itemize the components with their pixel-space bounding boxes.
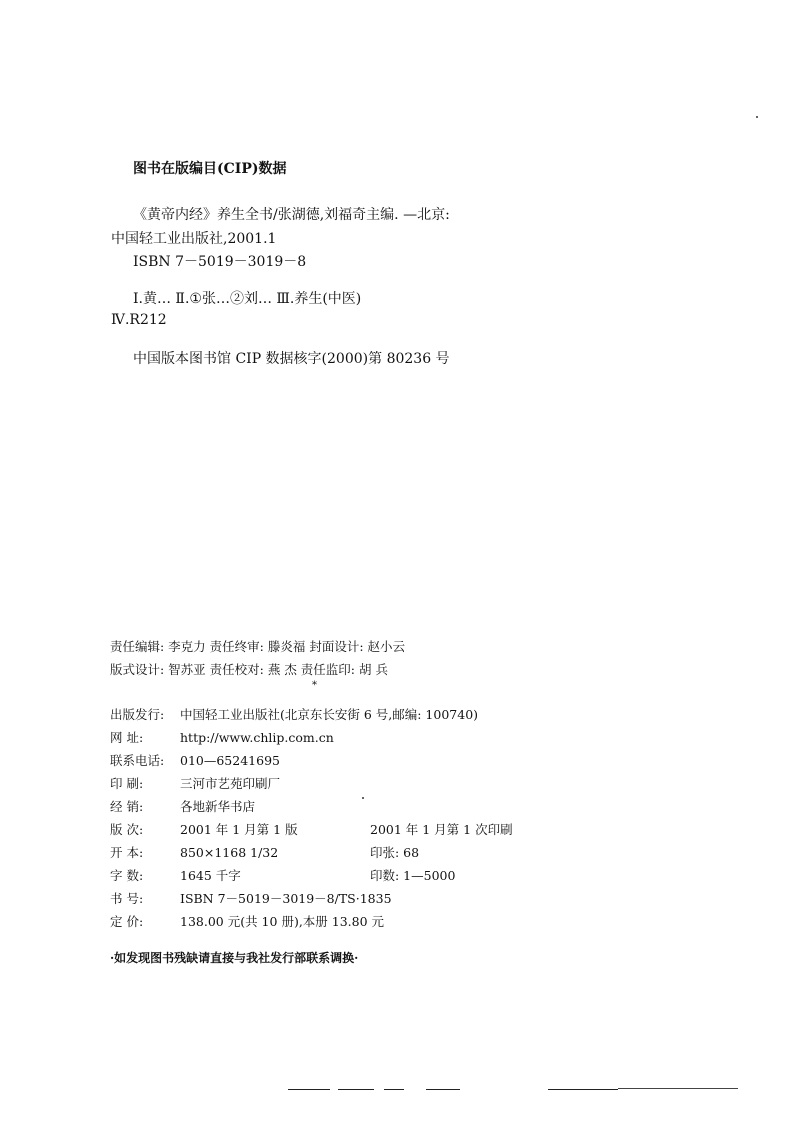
cip-classification: Ⅳ.R212	[111, 312, 167, 328]
cip-line-2: 中国轻工业出版社,2001.1	[111, 231, 277, 247]
detail-row: 版 次: 2001 年 1 月第 1 版	[110, 822, 298, 837]
detail-row: 联系电话: 010—65241695	[110, 753, 280, 768]
detail-row: 书 号: ISBN 7－5019－3019－8/TS·1835	[110, 891, 392, 906]
scan-rule	[288, 1089, 330, 1090]
replacement-notice: ·如发现图书残缺请直接与我社发行部联系调换·	[110, 951, 359, 965]
detail-row: 开 本: 850×1168 1/32	[110, 845, 279, 860]
detail-row-right: 印张: 68	[370, 845, 420, 860]
separator-marker: *	[312, 680, 317, 691]
cip-isbn: ISBN 7－5019－3019－8	[133, 254, 307, 270]
cip-heading: 图书在版编目(CIP)数据	[133, 161, 287, 177]
detail-row: 字 数: 1645 千字	[110, 868, 241, 883]
scan-speck	[362, 797, 364, 799]
staff-line-2: 版式设计: 智苏亚 责任校对: 燕 杰 责任监印: 胡 兵	[110, 662, 388, 677]
cip-record-number: 中国版本图书馆 CIP 数据核字(2000)第 80236 号	[133, 351, 450, 367]
scan-rule	[338, 1089, 374, 1090]
detail-row: 定 价: 138.00 元(共 10 册),本册 13.80 元	[110, 914, 385, 929]
scan-speck	[756, 116, 758, 118]
cip-subjects: Ⅰ.黄… Ⅱ.①张…②刘… Ⅲ.养生(中医)	[133, 291, 362, 307]
scan-rule	[426, 1089, 460, 1090]
cip-line-1: 《黄帝内经》养生全书/张湖德,刘福奇主编. —北京:	[133, 207, 450, 223]
scan-rule	[618, 1088, 738, 1089]
detail-row: 经 销: 各地新华书店	[110, 799, 256, 814]
detail-row-right: 印数: 1—5000	[370, 868, 456, 883]
staff-line-1: 责任编辑: 李克力 责任终审: 滕炎福 封面设计: 赵小云	[110, 639, 406, 654]
scan-rule	[548, 1089, 618, 1090]
scan-rule	[384, 1089, 404, 1090]
detail-row: 网 址: http://www.chlip.com.cn	[110, 730, 334, 745]
detail-row: 印 刷: 三河市艺苑印刷厂	[110, 776, 281, 791]
detail-row-right: 2001 年 1 月第 1 次印刷	[370, 822, 513, 837]
detail-row: 出版发行: 中国轻工业出版社(北京东长安街 6 号,邮编: 100740)	[110, 707, 479, 722]
